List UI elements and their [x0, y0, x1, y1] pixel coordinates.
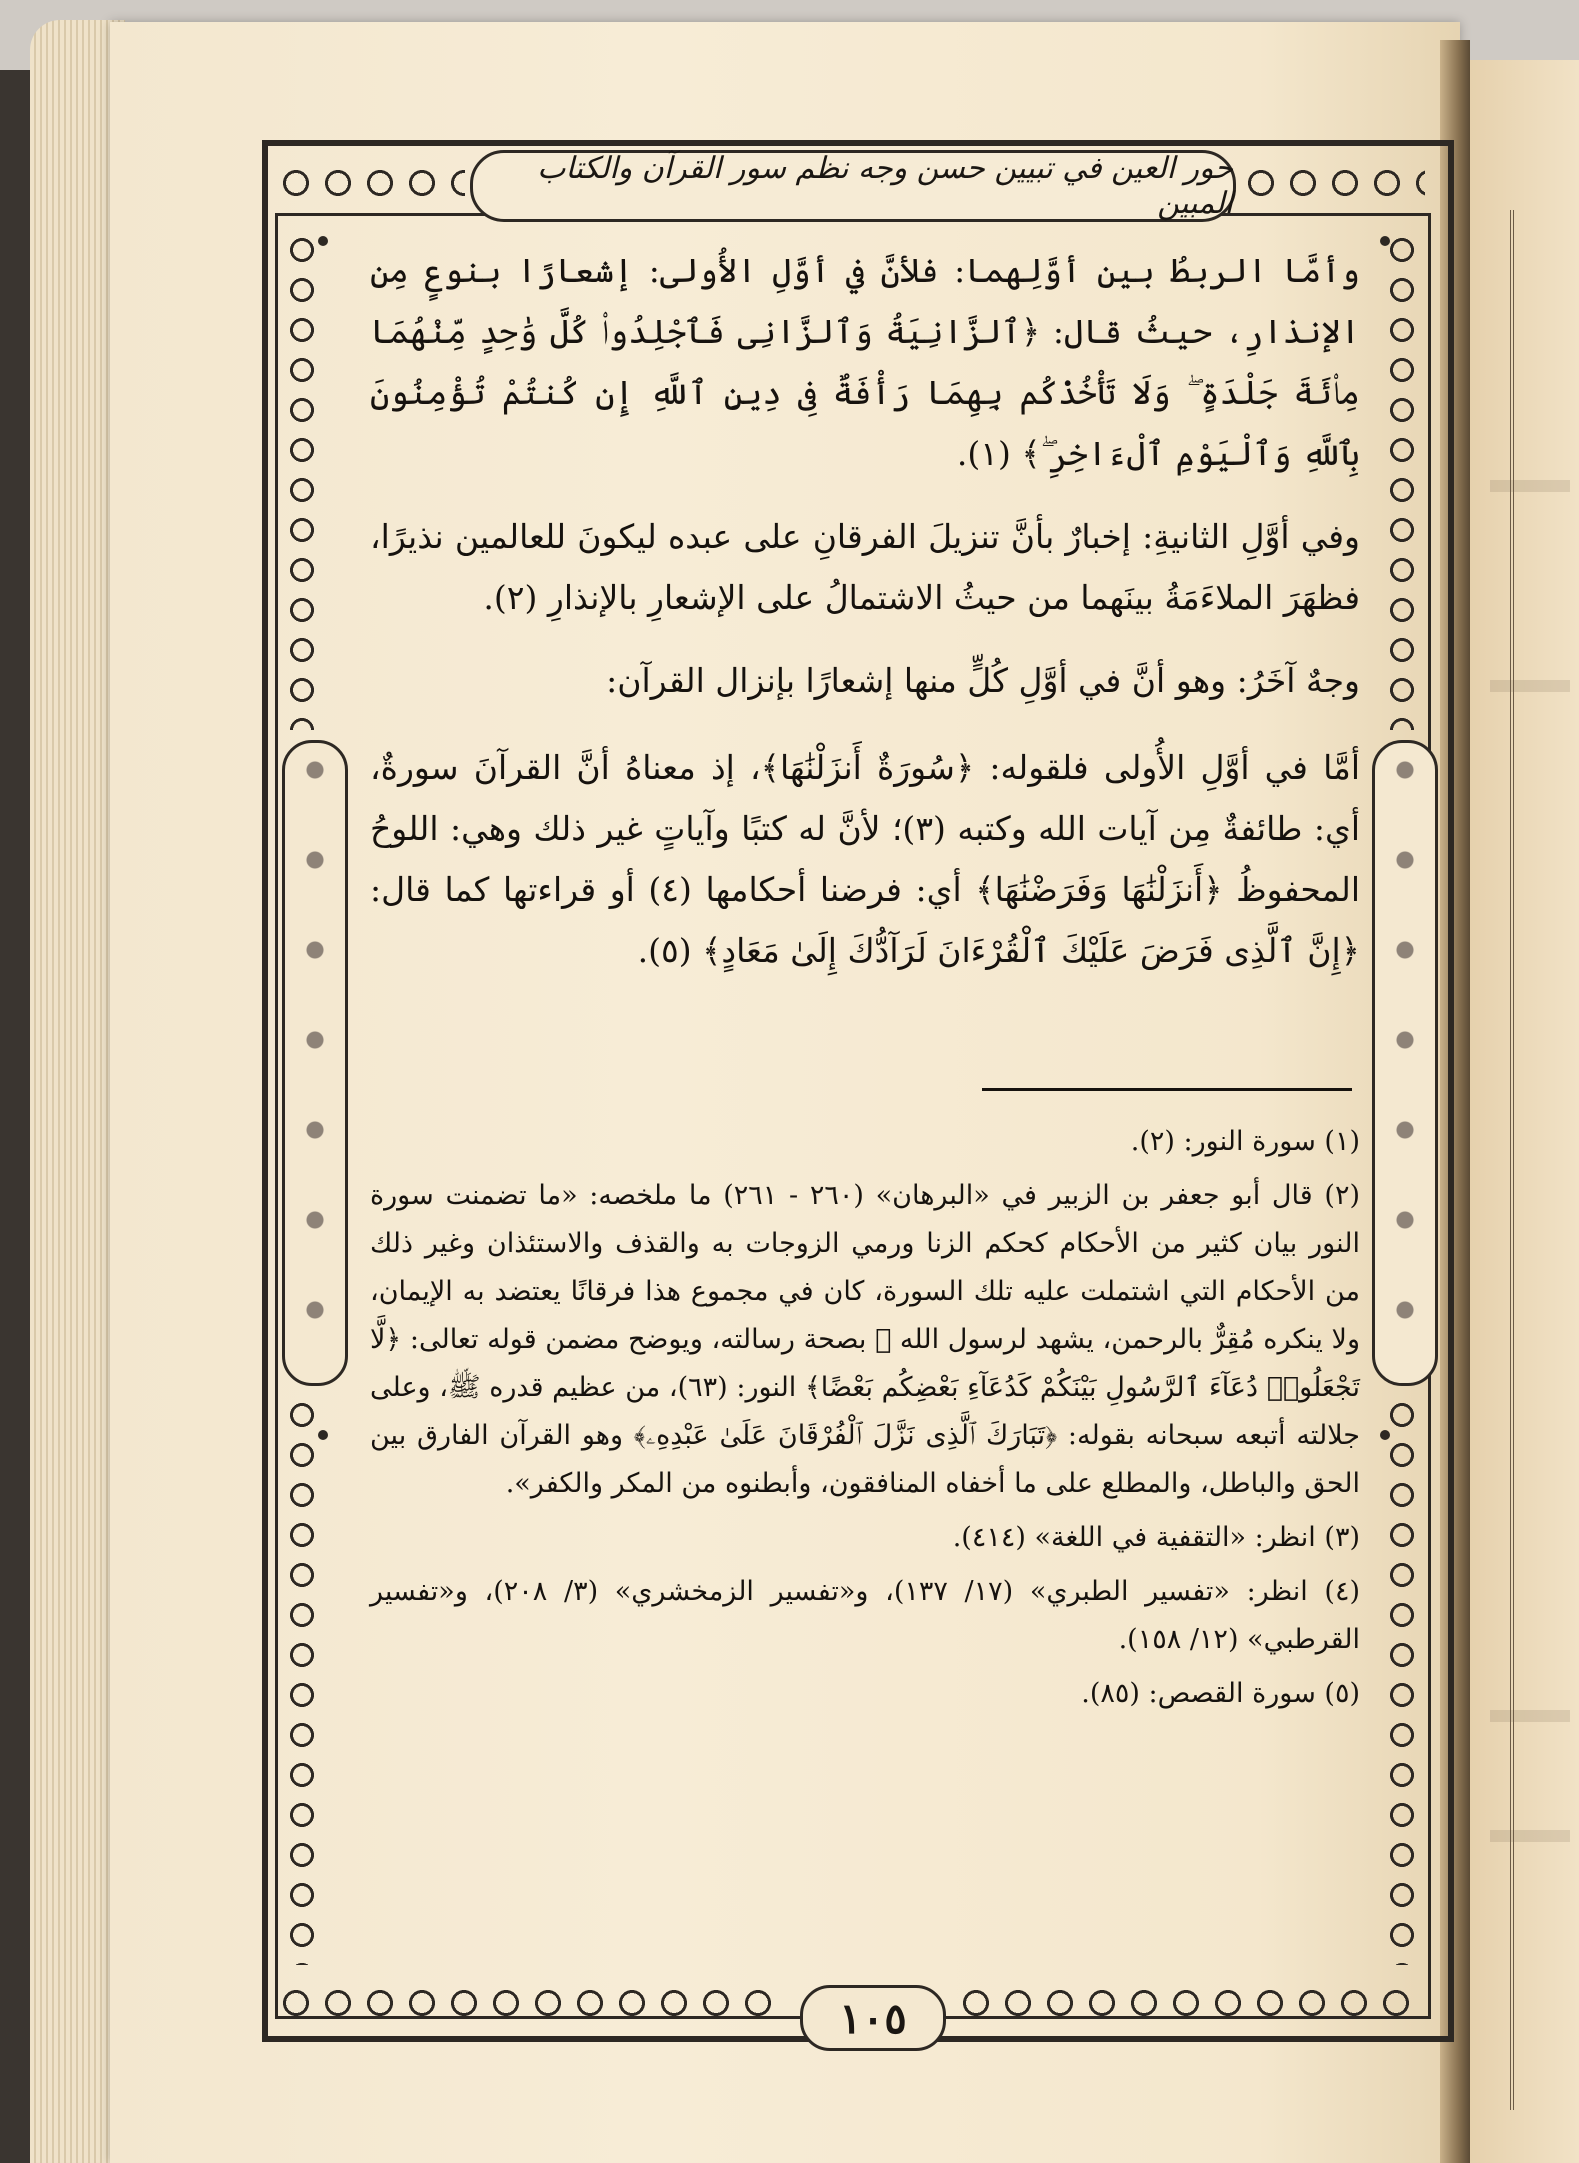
paragraph: وفي أوَّلِ الثانيةِ: إخبارٌ بأنَّ تنزيلَ الفرقانِ على عبده ليكونَ للعالمين نذيرًا، فظهَرَ الملاءَمَةُ بينَهما من حيثُ الاشتمالُ على الإشعارِ بالإنذارِ (٢).	[370, 517, 1360, 617]
frame-side-panel-left	[282, 740, 348, 1386]
footnote: (٣) انظر: «التقفية في اللغة» (٤١٤).	[952, 1522, 1360, 1553]
bleed-through-text	[1490, 1830, 1570, 1842]
bleed-through-text	[1490, 480, 1570, 492]
frame-side-ornament-left-top	[282, 230, 322, 730]
frame-corner-dot	[318, 1430, 328, 1440]
bleed-through-text	[1490, 1710, 1570, 1722]
footnote: (١) سورة النور: (٢).	[1130, 1126, 1360, 1157]
bleed-through-text	[1490, 680, 1570, 692]
paragraph: وأمَّا الربطُ بين أوَّلِهما: فلأنَّ في أوَّلِ الأُولى: إشعارًا بنوعٍ مِن الإنذارِ، حيثُ قال: ﴿ٱلزَّانِيَةُ وَٱلزَّانِى فَٱجْلِدُوا۟ كُلَّ وَٰحِدٍ مِّنْهُمَا مِا۟ئَةَ جَلْدَةٍ ۖ وَلَا تَأْخُذْكُم بِهِمَا رَأْفَةٌ فِى دِينِ ٱللَّهِ إِن كُنتُمْ تُؤْمِنُونَ بِٱللَّهِ وَٱلْيَوْمِ ٱلْءَاخِرِ ۖ﴾ (١).	[370, 251, 1360, 473]
page-number-cartouche	[800, 1985, 946, 2051]
frame-bottom-ornament-left	[275, 1975, 785, 2031]
frame-corner-dot	[1380, 1430, 1390, 1440]
page-number: ١٠٥	[839, 1993, 907, 2043]
main-text	[370, 240, 1360, 1003]
frame-corner-dot	[1380, 236, 1390, 246]
frame-side-panel-right	[1372, 740, 1438, 1386]
running-header-cartouche	[470, 150, 1236, 222]
facing-page-border	[1510, 210, 1574, 2110]
paragraph: وجهٌ آخَرُ: وهو أنَّ في أوَّلِ كُلٍّ منها إشعارًا بإنزال القرآن:	[606, 661, 1360, 700]
footnote: (٢) قال أبو جعفر بن الزبير في «البرهان» (٢٦٠ - ٢٦١) ما ملخصه: «ما تضمنت سورة النور بيان كثير من الأحكام كحكم الزنا ورمي الزوجات به والقذف والاستئذان وغير ذلك من الأحكام التي اشتملت عليه تلك السورة، كان في مجموع هذا فرقانًا يعتضد به الإيمان، ولا ينكره مُقِرٌّ بالرحمن، يشهد لرسول الله ﷺ بصحة رسالته، ويوضح مضمن قوله تعالى: ﴿لَّا تَجْعَلُوا۟ دُعَآءَ ٱلرَّسُولِ بَيْنَكُمْ كَدُعَآءِ بَعْضِكُم بَعْضًا﴾ النور: (٦٣)، من عظيم قدره ﷺ، وعلى جلالته أتبعه سبحانه بقوله: ﴿تَبَارَكَ ٱلَّذِى نَزَّلَ ٱلْفُرْقَانَ عَلَىٰ عَبْدِهِۦ﴾ وهو القرآن الفارق بين الحق والباطل، والمطلع على ما أخفاه المنافقون، وأبطنوه من المكر والكفر».	[370, 1180, 1360, 1499]
frame-bottom-ornament-right	[955, 1975, 1425, 2031]
frame-scroll-ornament-right	[1240, 155, 1425, 211]
paragraph: أمَّا في أوَّلِ الأُولى فلقوله: ﴿سُورَةٌ أَنزَلْنَٰهَا﴾، إذ معناهُ أنَّ القرآنَ سورةٌ، أي: طائفةٌ مِن آيات الله وكتبه (٣)؛ لأنَّ له كتبًا وآياتٍ غير ذلك وهي: اللوحُ المحفوظُ ﴿أَنزَلْنَٰهَا وَفَرَضْنَٰهَا﴾ أي: فرضنا أحكامها (٤) أو قراءتها كما قال: ﴿إِنَّ ٱلَّذِى فَرَضَ عَلَيْكَ ٱلْقُرْءَانَ لَرَآدُّكَ إِلَىٰ مَعَادٍ﴾ (٥).	[370, 748, 1360, 970]
running-header-title: حور العين في تبيين حسن وجه نظم سور القرآن والكتاب المبين	[537, 151, 1233, 221]
facing-page	[1470, 60, 1579, 2163]
footnote: (٤) انظر: «تفسير الطبري» (١٧/ ١٣٧)، و«تفسير الزمخشري» (٣/ ٢٠٨)، و«تفسير القرطبي» (١٢/ ١٥٨).	[370, 1576, 1361, 1655]
frame-side-ornament-right-bottom	[1382, 1395, 1422, 1965]
frame-corner-dot	[318, 236, 328, 246]
frame-side-ornament-right-top	[1382, 230, 1422, 730]
frame-side-ornament-left-bottom	[282, 1395, 322, 1965]
frame-scroll-ornament-left	[275, 155, 465, 211]
footnote: (٥) سورة القصص: (٨٥).	[1081, 1678, 1360, 1709]
footnote-divider	[982, 1088, 1352, 1091]
footnotes	[370, 1118, 1360, 1724]
